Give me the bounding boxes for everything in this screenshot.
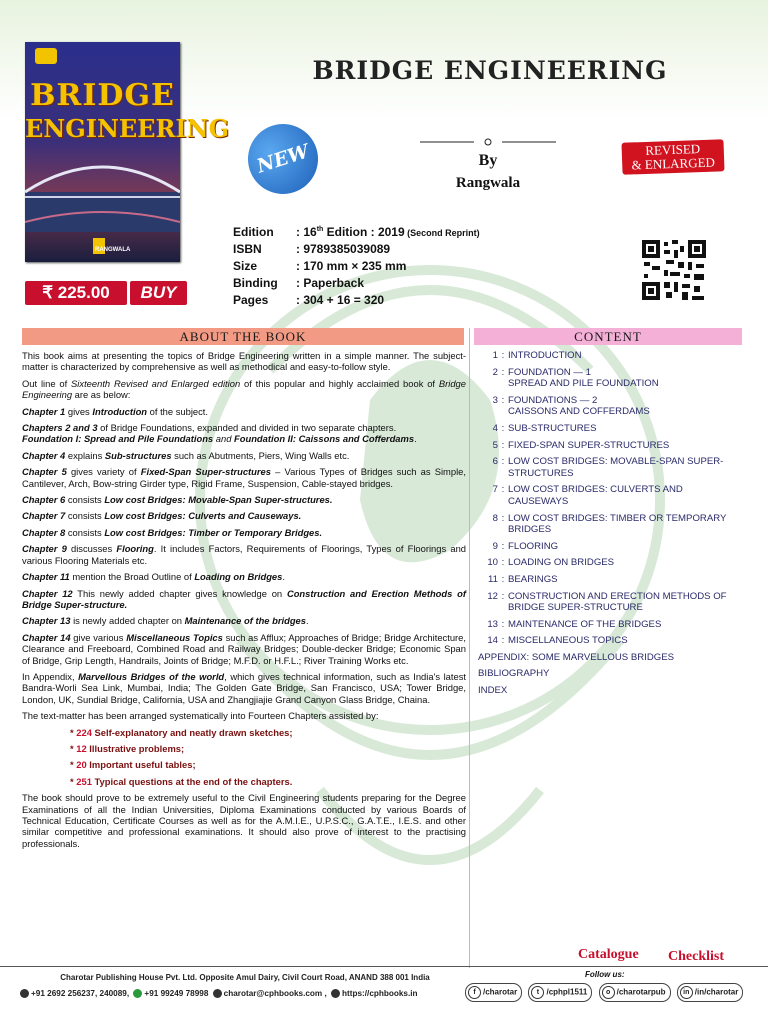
author-name: Rangwala	[455, 175, 521, 191]
about-ch5: Chapter 5 gives variety of Fixed-Span Super-structures – Various Types of Bridges such as Simple, Cantilever, Arch, Bow-string Girder type, Rigid Frame, Suspension, Cable-stayed bridges.	[22, 466, 466, 489]
facebook-icon: f	[468, 986, 481, 999]
spec-row-pages	[233, 293, 480, 310]
list-item: * 12 Illustrative problems;	[70, 742, 185, 754]
book-cover[interactable]	[25, 42, 230, 262]
spec-value: : 9789385039089	[296, 242, 391, 256]
toc-item: 5 : FIXED-SPAN SUPER-STRUCTURES	[492, 439, 670, 451]
whatsapp-icon	[133, 989, 142, 998]
spec-value: : 16th Edition : 2019 (Second Reprint)	[296, 225, 480, 239]
ornament-divider-icon	[420, 137, 556, 147]
about-ch14: Chapter 14 give various Miscellaneous Topics such as Afflux; Approaches of Bridge; Bridge Architecture, Clearance and Freeboard, Combined Road and Railway Bridges; Double-decker Bridge; Economic Span of Bridge, Grip Length, Handrails, Joints of Bridge; M.F.D. or H.F.L.; River Training Works etc.	[22, 631, 466, 666]
toc-item: 13 : MAINTENANCE OF THE BRIDGES	[487, 618, 662, 630]
bridge-image-icon	[25, 152, 180, 232]
about-ch9: Chapter 9 discusses Flooring. It includes Factors, Requirements of Floorings, Types of Floorings and various Flooring Materials etc.	[22, 543, 466, 566]
facebook-link[interactable]: f /charotar	[465, 983, 522, 1002]
by-label: By	[478, 152, 498, 169]
cover-title-line2: ENGINEERING	[25, 114, 230, 143]
spec-row-binding	[233, 276, 480, 293]
about-closing: The book should prove to be extremely useful to the Civil Engineering students preparing for the Degree Examinations of all the Indian Universities, Diploma Examinations conducted by various Boards of Technical Education, Certificate Courses as well as for the A.M.I.E., U.P.S.C., G.A.T.E., I.E.S. and other similar competitive and professional examinations. It should also prove of interest to the practising professionals.	[22, 792, 466, 849]
about-ch8: Chapter 8 consists Low cost Bridges: Timber or Temporary Bridges.	[22, 526, 323, 538]
spec-label: Size	[233, 259, 258, 273]
spec-label: Binding	[233, 276, 278, 290]
toc-item: 12 : CONSTRUCTION AND ERECTION METHODS OF BRIDGE SUPER-STRUCTURE	[487, 590, 727, 614]
instagram-icon: o	[602, 986, 615, 999]
buy-button[interactable]: BUY	[130, 281, 187, 305]
spec-label: ISBN	[233, 242, 262, 256]
about-ch6: Chapter 6 consists Low cost Bridges: Movable-Span Super-structures.	[22, 494, 333, 506]
checklist-link[interactable]: Checklist	[668, 949, 724, 964]
spec-value: : Paperback	[296, 276, 365, 290]
spec-value: : 304 + 16 = 320	[296, 293, 385, 307]
table-of-contents	[478, 350, 744, 702]
toc-item: 7 : LOW COST BRIDGES: CULVERTS AND CAUSEWAYS	[492, 484, 683, 507]
spec-row-size	[233, 259, 480, 276]
social-links	[465, 983, 747, 1002]
footer-web[interactable]: https://cphbooks.in	[342, 989, 418, 998]
about-ch23: Chapters 2 and 3 of Bridge Foundations, expanded and divided in two separate chapters. Foundation I: Spread and Pile Foundations and Foundation II: Caissons and Cofferdams.	[22, 422, 417, 445]
toc-item: 6 : LOW COST BRIDGES: MOVABLE-SPAN SUPER- STRUCTURES	[492, 456, 724, 479]
footer-address: Charotar Publishing House Pvt. Ltd. Opposite Amul Dairy, Civil Court Road, ANAND 388 001 India	[60, 973, 430, 982]
toc-item: 9 : FLOORING	[492, 540, 559, 552]
spec-label: Edition	[233, 225, 274, 239]
toc-item: 8 : LOW COST BRIDGES: TIMBER OR TEMPORARY BRIDGES	[492, 512, 727, 536]
toc-item: 1 : INTRODUCTION	[492, 350, 582, 361]
toc-item: 4 : SUB-STRUCTURES	[492, 422, 597, 434]
book-specs	[233, 225, 480, 310]
spec-row-edition	[233, 225, 480, 242]
revised-badge	[621, 139, 724, 175]
list-item: * 251 Typical questions at the end of the chapters.	[70, 775, 293, 787]
about-ch11: Chapter 11 mention the Broad Outline of Loading on Bridges.	[22, 571, 285, 583]
about-body	[22, 350, 466, 854]
about-intro: This book aims at presenting the topics of Bridge Engineering written in a simple manner. The subject-matter is characterized by comprehensive as well as methodical and easy-to-follow style.	[22, 350, 466, 373]
follow-label: Follow us:	[585, 970, 625, 979]
spec-row-isbn	[233, 242, 480, 259]
toc-item: 11 : BEARINGS	[488, 573, 558, 585]
page-title: BRIDGE ENGINEERING	[312, 56, 668, 85]
footer-email[interactable]: charotar@cphbooks.com ,	[223, 989, 327, 998]
about-ch7: Chapter 7 consists Low cost Bridges: Culverts and Causeways.	[22, 510, 302, 522]
footer-phone[interactable]: +91 2692 256237, 240089,	[31, 989, 130, 998]
footer-contact	[18, 989, 418, 998]
linkedin-icon: in	[680, 986, 693, 999]
about-appendix: In Appendix, Marvellous Bridges of the world, which gives technical information, such as India's latest Bandra-Worli Sea Link, Mumbai, India; The Golden Gate Bridge, San Francisco, USA; Tower Bridge, London, UK, Sundial Bridge, California, USA and Zhangjiajie Grand Canyon Glass Bridge, Chaina.	[22, 670, 466, 705]
toc-bibliography: BIBLIOGRAPHY	[478, 668, 550, 680]
about-ch4: Chapter 4 explains Sub-structures such as Abutments, Piers, Wing Walls etc.	[22, 449, 350, 461]
cover-author: RANGWALA	[95, 247, 131, 253]
revised-line2: & ENLARGED	[631, 154, 716, 173]
footer-divider	[0, 966, 768, 967]
about-arranged: The text-matter has been arranged systematically into Fourteen Chapters assisted by:	[22, 710, 379, 722]
list-item: * 224 Self-explanatory and neatly drawn sketches;	[70, 726, 293, 738]
publisher-logo-icon	[35, 48, 57, 64]
linkedin-link[interactable]: in /in/charotar	[677, 983, 744, 1002]
email-icon	[213, 989, 222, 998]
new-badge: NEW	[239, 115, 327, 203]
instagram-link[interactable]: o /charotarpub	[599, 983, 671, 1002]
about-outline: Out line of Sixteenth Revised and Enlarged edition of this popular and highly acclaimed book of Bridge Engineering are as below:	[22, 377, 466, 401]
twitter-link[interactable]: t /cphpl1511	[528, 983, 592, 1002]
about-heading: ABOUT THE BOOK	[22, 328, 464, 345]
globe-icon	[331, 989, 340, 998]
qr-code-icon[interactable]	[640, 238, 708, 302]
list-item: * 20 Important useful tables;	[70, 759, 196, 771]
content-heading: CONTENT	[474, 328, 742, 345]
twitter-icon: t	[531, 986, 544, 999]
about-bullets	[22, 727, 466, 788]
toc-item: 10 : LOADING ON BRIDGES	[487, 557, 615, 569]
column-divider	[469, 328, 470, 968]
spec-label: Pages	[233, 293, 269, 307]
toc-item: 14 : MISCELLANEOUS TOPICS	[487, 635, 628, 647]
toc-appendix: APPENDIX: SOME MARVELLOUS BRIDGES	[478, 651, 675, 663]
phone-icon	[20, 989, 29, 998]
about-ch1: Chapter 1 gives Introduction of the subject.	[22, 405, 209, 417]
toc-item: 3 : FOUNDATIONS — 2 CAISSONS AND COFFERDAMS	[492, 394, 650, 418]
spec-value: : 170 mm × 235 mm	[296, 259, 407, 273]
revised-line1: REVISED	[645, 141, 701, 158]
toc-item: 2 : FOUNDATION — 1 SPREAD AND PILE FOUNDATION	[492, 366, 659, 390]
toc-index: INDEX	[478, 685, 508, 697]
footer-whatsapp[interactable]: +91 99249 78998	[144, 989, 209, 998]
cover-title-line1: BRIDGE	[30, 78, 175, 113]
catalogue-link[interactable]: Catalogue	[578, 947, 639, 962]
about-ch12: Chapter 12 This newly added chapter gives knowledge on Construction and Erection Methods of Bridge Super-structure.	[22, 587, 466, 610]
price-tag: ₹ 225.00	[25, 281, 127, 305]
about-ch13: Chapter 13 is newly added chapter on Maintenance of the bridges.	[22, 615, 309, 627]
